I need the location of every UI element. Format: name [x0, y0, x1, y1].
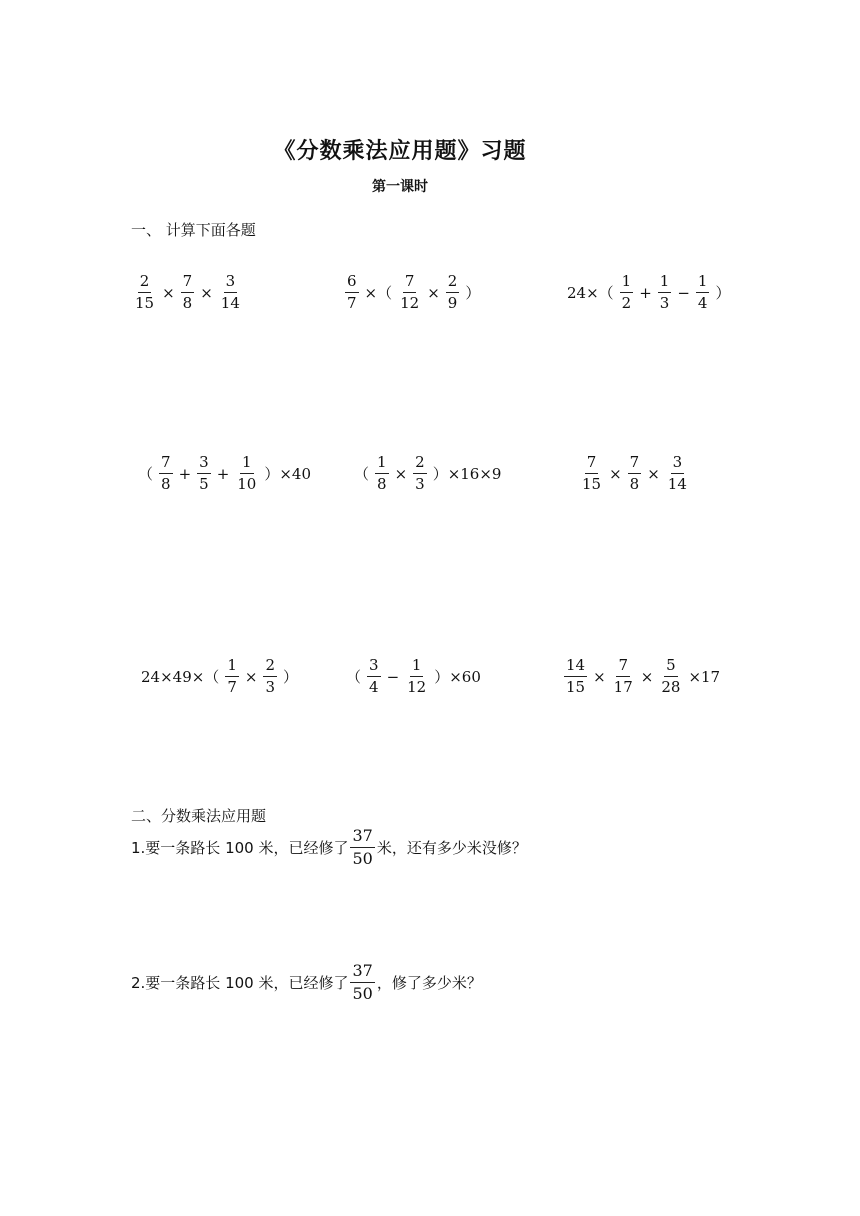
fraction	[696, 274, 710, 311]
numerator: 37	[350, 963, 374, 983]
denominator: 3	[415, 475, 425, 493]
fraction	[263, 658, 277, 695]
fraction	[620, 274, 634, 311]
operator: ×	[427, 283, 440, 302]
numerator: 1	[620, 274, 634, 293]
fraction	[659, 658, 682, 695]
expression-1-3	[563, 274, 734, 311]
fraction	[345, 274, 359, 311]
fraction	[367, 658, 381, 695]
fraction	[350, 828, 374, 867]
page-title: 《分数乘法应用题》习题	[273, 139, 527, 164]
word-problem-2	[131, 963, 482, 1002]
denominator: 4	[697, 294, 708, 312]
fraction	[413, 455, 427, 492]
fraction	[398, 274, 421, 311]
fraction	[350, 963, 374, 1002]
operator: ×（	[364, 284, 393, 302]
operator: ×	[244, 667, 258, 686]
fraction	[219, 274, 242, 311]
expression-2-3	[578, 455, 691, 492]
problem-text: 2.要一条路长 100 米，已经修了	[131, 974, 349, 992]
numerator: 2	[413, 455, 427, 474]
fraction	[666, 455, 689, 492]
fraction	[159, 455, 173, 492]
denominator: 7	[227, 678, 237, 696]
numerator: 3	[671, 455, 685, 474]
operator: ）	[465, 284, 481, 302]
operator: ×	[162, 283, 175, 302]
operator: +	[639, 283, 652, 302]
denominator: 8	[161, 475, 171, 493]
fraction	[612, 658, 635, 695]
denominator: 15	[135, 294, 155, 312]
operator: +	[178, 464, 192, 483]
denominator: 28	[661, 678, 681, 696]
denominator: 12	[400, 294, 420, 312]
operator: ）	[715, 284, 731, 302]
numerator: 1	[225, 658, 239, 677]
fraction	[375, 455, 389, 492]
fraction	[225, 658, 239, 695]
denominator: 7	[347, 294, 357, 312]
numerator: 7	[628, 455, 642, 474]
expression-1-2	[343, 274, 484, 311]
numerator: 7	[403, 274, 417, 293]
denominator: 10	[237, 475, 257, 493]
denominator: 3	[659, 294, 670, 312]
problem-text: ，修了多少米？	[376, 974, 482, 992]
denominator: 50	[352, 849, 373, 868]
numerator: 14	[564, 658, 587, 677]
denominator: 14	[220, 294, 240, 312]
denominator: 15	[566, 678, 586, 696]
operator: 24×（	[567, 284, 614, 302]
operator: ×	[647, 464, 660, 483]
expression-3-1	[137, 658, 302, 695]
denominator: 8	[629, 475, 640, 493]
denominator: 9	[447, 294, 458, 312]
fraction	[628, 455, 642, 492]
problem-text: 1.要一条路长 100 米，已经修了	[131, 839, 349, 857]
operator: 24×49×（	[141, 668, 220, 686]
numerator: 1	[375, 455, 389, 474]
numerator: 1	[696, 274, 710, 293]
denominator: 8	[377, 475, 387, 493]
denominator: 17	[613, 678, 633, 696]
numerator: 5	[664, 658, 678, 677]
numerator: 1	[410, 658, 424, 677]
operator: ×17	[688, 667, 721, 686]
fraction	[181, 274, 195, 311]
word-problem-1	[131, 828, 527, 867]
operator: ×	[394, 464, 408, 483]
expression-3-3	[562, 658, 724, 695]
numerator: 3	[197, 455, 211, 474]
numerator: 7	[181, 274, 195, 293]
operator: ×	[200, 283, 213, 302]
operator: （	[354, 465, 370, 483]
fraction	[446, 274, 460, 311]
fraction	[235, 455, 258, 492]
page-subtitle: 第一课时	[372, 179, 428, 195]
numerator: 6	[345, 274, 359, 293]
operator: ）	[282, 668, 298, 686]
denominator: 3	[265, 678, 275, 696]
expression-2-2	[350, 455, 505, 492]
denominator: 15	[582, 475, 602, 493]
fraction	[564, 658, 587, 695]
numerator: 7	[159, 455, 173, 474]
operator: （	[138, 465, 154, 483]
expression-1-1	[131, 274, 244, 311]
operator: ×	[593, 667, 606, 686]
numerator: 1	[240, 455, 254, 474]
operator: ）×16×9	[432, 465, 502, 483]
numerator: 1	[658, 274, 672, 293]
denominator: 14	[667, 475, 687, 493]
problem-text: 米，还有多少米没修？	[376, 839, 527, 857]
operator: −	[677, 283, 690, 302]
operator: +	[216, 464, 230, 483]
numerator: 7	[585, 455, 599, 474]
numerator: 3	[367, 658, 381, 677]
numerator: 2	[446, 274, 460, 293]
operator: ×	[609, 464, 622, 483]
operator: （	[346, 668, 362, 686]
numerator: 2	[263, 658, 277, 677]
section-heading-calculation: 一、 计算下面各题	[131, 221, 256, 239]
numerator: 37	[350, 828, 374, 848]
operator: ）×60	[434, 668, 481, 686]
denominator: 4	[369, 678, 379, 696]
fraction	[580, 455, 603, 492]
denominator: 5	[199, 475, 209, 493]
fraction	[133, 274, 156, 311]
operator: ）×40	[264, 465, 312, 483]
fraction	[405, 658, 428, 695]
section-heading-word-problems: 二、分数乘法应用题	[131, 807, 267, 825]
expression-3-2	[342, 658, 485, 695]
operator: −	[386, 667, 400, 686]
expression-2-1	[134, 455, 315, 492]
numerator: 2	[138, 274, 152, 293]
numerator: 7	[616, 658, 630, 677]
numerator: 3	[224, 274, 238, 293]
denominator: 12	[407, 678, 427, 696]
fraction	[197, 455, 211, 492]
fraction	[658, 274, 672, 311]
denominator: 8	[182, 294, 193, 312]
denominator: 50	[352, 984, 373, 1003]
denominator: 2	[621, 294, 632, 312]
operator: ×	[640, 667, 654, 686]
